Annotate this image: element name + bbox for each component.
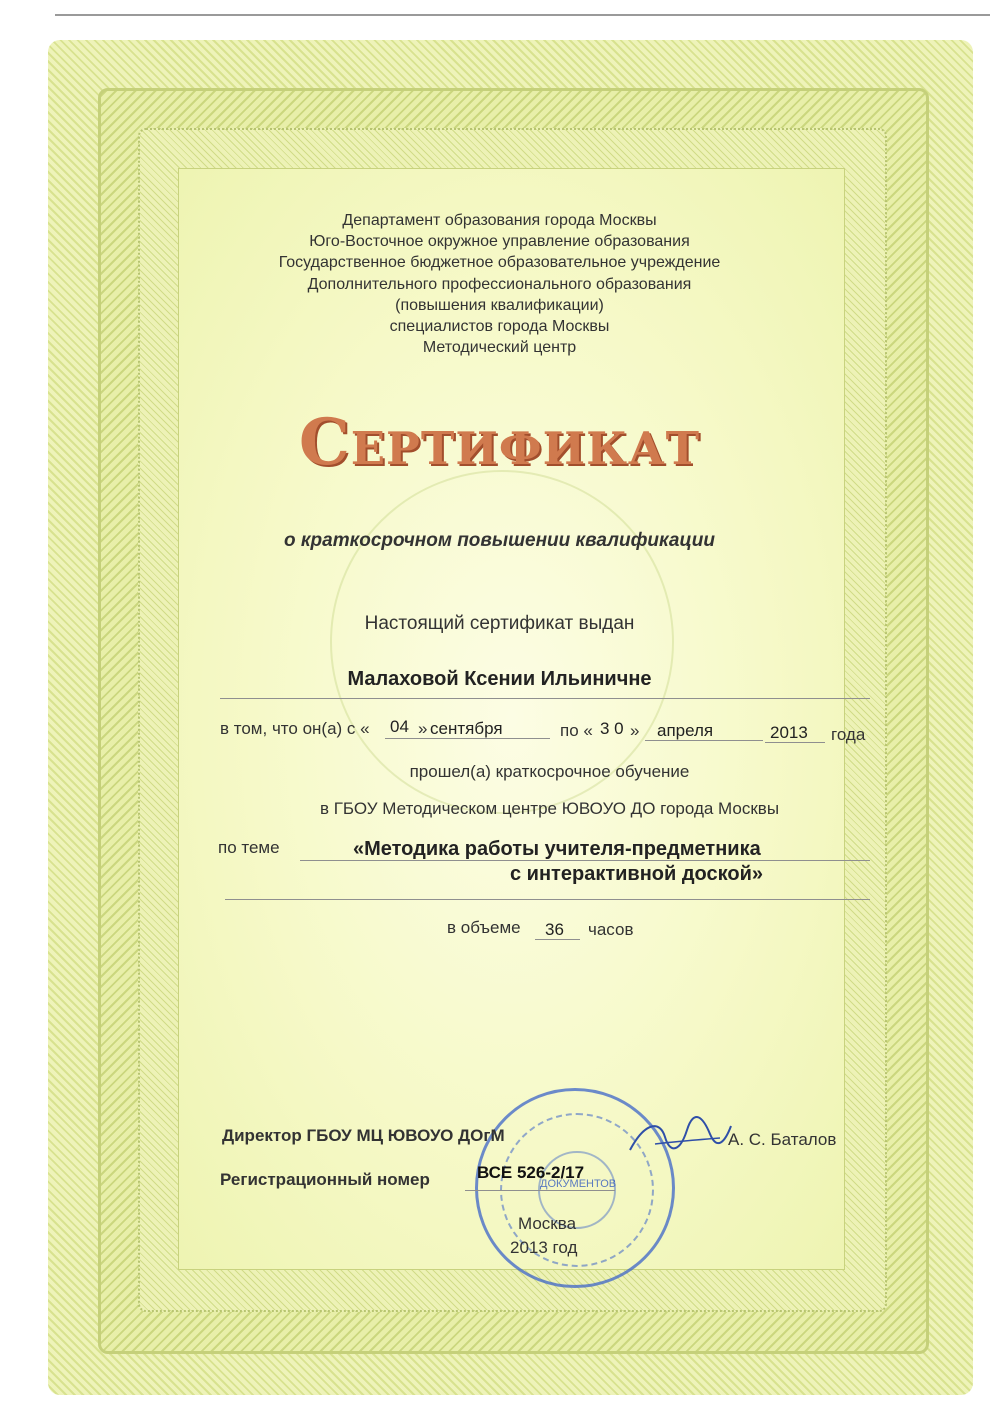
year-underline [765,742,825,743]
topic-line-2: с интерактивной доской» [510,863,764,885]
start-day-close: » [418,719,428,738]
director-signature [625,1112,735,1162]
scan-edge-line [55,14,990,16]
training-text: прошел(а) краткосрочное обучение [409,762,690,781]
issuer-header [0,210,999,358]
stamp-text: ДОКУМЕНТОВ [540,1178,617,1190]
header-line: Методический центр [422,339,577,357]
registration-label: Регистрационный номер [220,1170,430,1189]
director-label: Директор ГБОУ МЦ ЮВОУО ДОгМ [222,1126,505,1145]
registration-underline [465,1190,615,1191]
certificate-title: Сертификат [298,405,701,480]
period-suffix: года [831,725,866,744]
end-month-underline [645,740,763,741]
year-line: 2013 год [510,1238,578,1257]
institution-text: в ГБОУ Методическом центре ЮВОУО ДО города Москвы [319,799,780,818]
start-date-underline [385,738,550,739]
header-line: Государственное бюджетное образовательное учреждение [278,254,721,272]
issued-text: Настоящий сертификат выдан [364,613,635,634]
start-month: сентября [430,719,503,738]
director-name: А. С. Баталов [728,1130,837,1149]
recipient-name: Малаховой Ксении Ильиничне [347,668,652,690]
end-day-close: » [630,721,640,740]
header-line: Юго-Восточное окружное управление образования [309,233,690,251]
header-line: Департамент образования города Москвы [342,212,657,229]
period-prefix: в том, что он(а) с « [220,719,370,738]
year-value: 2013 [770,723,808,742]
header-line: специалистов города Москвы [389,318,610,336]
place: Москва [518,1214,577,1233]
topic-label: по теме [218,838,280,857]
end-day: 3 0 [600,719,624,738]
header-line: Дополнительного профессионального образования [307,275,692,293]
volume-hours: 36 [545,920,564,939]
topic-underline-2 [225,899,870,900]
period-to: по « [560,721,593,740]
recipient-underline [220,698,870,699]
end-month: апреля [657,721,714,740]
volume-prefix: в объеме [447,918,521,937]
registration-number: ВСЕ 526-2/17 [477,1163,585,1182]
start-day: 04 [390,717,409,736]
volume-suffix: часов [588,920,634,939]
topic-underline-1 [300,860,870,861]
certificate-subtitle: о краткосрочном повышении квалификации [284,530,715,551]
topic-line-1: «Методика работы учителя-предметника [353,838,761,860]
hours-underline [535,939,580,940]
header-line: (повышения квалификации) [395,296,604,314]
